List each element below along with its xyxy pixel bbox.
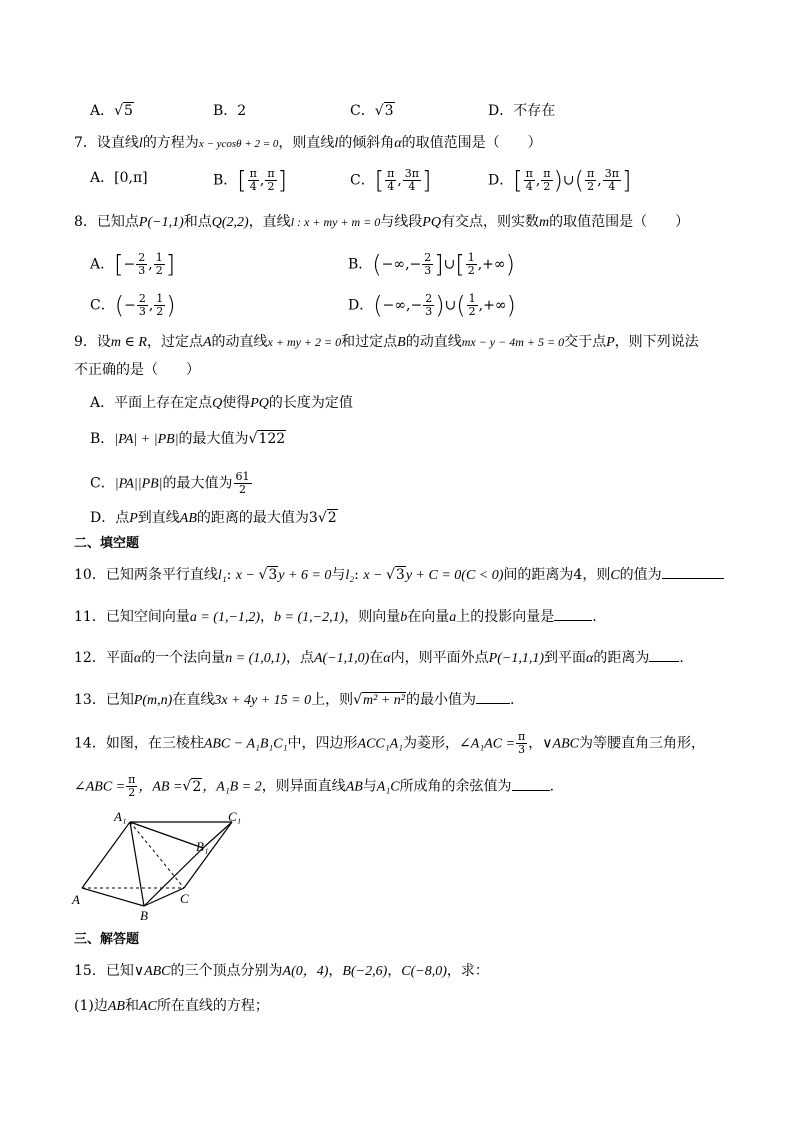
text: 14．如图，在三棱柱 xyxy=(74,735,204,752)
text: 的最大值为 xyxy=(162,475,233,492)
edge-ab xyxy=(82,888,144,906)
text: 所在直线的方程； xyxy=(156,998,269,1014)
math: C xyxy=(610,568,620,583)
q10: 10．已知两条平行直线l₁: x − √3y + 6 = 0与l₂: x − √3y + C = 0(C < 0)间的距离为4，则C的值为 xyxy=(74,565,724,586)
q8-option-a: A．[− $\frac{2}{3}$ , $\frac{1}{2}$ ] xyxy=(90,250,176,279)
text: 9．设 xyxy=(74,334,111,350)
text: 13．已知 xyxy=(74,692,134,708)
math: ∠A₁AC = xyxy=(459,736,516,752)
math: Q(2,2) xyxy=(211,215,249,230)
math: x + my + 2 = 0 xyxy=(267,335,342,349)
text: ， xyxy=(528,735,543,752)
text: 15．已知 xyxy=(74,963,134,979)
edge-a1a xyxy=(82,822,130,888)
equation: x − ycosθ + 2 = 0 xyxy=(198,138,279,150)
math: a xyxy=(449,610,457,625)
label-a: A xyxy=(72,892,80,907)
text: 使得 xyxy=(222,395,251,411)
math: α xyxy=(133,651,142,666)
answer-blank[interactable] xyxy=(512,790,550,791)
label-c1: C₁ xyxy=(228,810,242,824)
q9-option-d: D．点P到直线AB的距离的最大值为3√2 xyxy=(90,510,337,526)
q8-option-d: D．(−∞,− $\frac{2}{3}$ )∪( $\frac{1}{2}$ ,+∞) xyxy=(348,291,516,320)
q7-stem: 7．设直线l的方程为x − ycosθ + 2 = 0，则直线l的倾斜角α的取值范围是（ ） xyxy=(74,135,542,151)
text: B． xyxy=(90,431,115,447)
q14-line2: ∠ABC = $\frac{\pi}{2}$ ，AB =√2，A₁B = 2，则异面直线AB与A₁C所成角的余弦值为 . xyxy=(74,773,555,799)
option-label: D． xyxy=(488,172,514,189)
q15-part1 xyxy=(74,996,269,1017)
option-label: C． xyxy=(350,103,375,119)
text: ，求： xyxy=(446,963,489,979)
math: x − xyxy=(235,568,259,583)
text: 的三个顶点分别为 xyxy=(170,963,283,979)
option-value: 3 xyxy=(384,103,394,119)
fraction-denominator: 2 xyxy=(128,786,136,799)
math: B(−2,6) xyxy=(342,964,388,979)
option-label: C． xyxy=(350,172,375,189)
text: 11．已知空间向量 xyxy=(74,609,190,625)
edge-b1b xyxy=(144,848,203,906)
edge-a1b xyxy=(130,822,144,906)
q7-option-c: C．[ $\frac{\pi}{4}$ , $\frac{3\pi}{4}$ ] xyxy=(350,166,432,195)
math: 3 xyxy=(308,510,318,526)
prism-figure xyxy=(70,810,260,928)
text: ， xyxy=(260,609,275,625)
math: ∨ABC xyxy=(542,736,579,752)
q6-option-d: D．不存在 xyxy=(488,103,556,119)
q9-stem-line2: 不正确的是（ ） xyxy=(74,362,200,378)
section-heading-fill-in: 二、填空题 xyxy=(74,535,140,550)
option-label: B． xyxy=(213,172,238,189)
math: ∠ABC = xyxy=(74,779,126,795)
text: 中，四边形 xyxy=(287,735,358,752)
option-value: [0,π] xyxy=(114,170,148,186)
math: 3 xyxy=(395,567,405,583)
q7-option-b: B．[ $\frac{\pi}{4}$ , $\frac{\pi}{2}$ ] xyxy=(213,166,287,195)
text: 的取值范围是（ ） xyxy=(401,135,542,151)
math: 3x + 4y + 15 = 0 xyxy=(214,693,312,708)
q6-option-c: C．√3 xyxy=(350,103,394,119)
option-label: C． xyxy=(90,297,115,314)
answer-blank[interactable] xyxy=(554,620,592,621)
q7-option-d: D．[ $\frac{\pi}{4}$ , $\frac{\pi}{2}$ )∪( $\frac{\pi}{2}$ , $\frac{3\pi}{4}$ ] xyxy=(488,166,632,195)
q9-option-a: A．平面上存在定点Q使得PQ的长度为定值 xyxy=(90,395,353,411)
text: 为菱形， xyxy=(403,735,460,752)
math: P(−1,1) xyxy=(138,215,184,230)
math: 4 xyxy=(573,567,583,583)
math: x − xyxy=(363,568,386,583)
q15: 15．已知∨ABC的三个顶点分别为A(0，4)，B(−2,6)，C(−8,0)，求： xyxy=(74,963,489,979)
text: 的最小值为 xyxy=(405,692,476,708)
text: (1)边 xyxy=(74,998,108,1014)
text: 的动直线 xyxy=(211,334,268,350)
text: ，则异面直线 xyxy=(261,778,346,795)
text: 上，则 xyxy=(311,692,354,708)
text: 10．已知两条平行直线 xyxy=(74,567,218,583)
fraction-numerator: π xyxy=(128,773,136,786)
q8-option-c: C．(− $\frac{2}{3}$ , $\frac{1}{2}$ ) xyxy=(90,291,176,320)
q6-option-a: A．√5 xyxy=(90,103,133,119)
text: 的距离的最大值为 xyxy=(196,510,309,526)
text: C． xyxy=(90,475,115,492)
text: 与 xyxy=(362,778,377,795)
math: b xyxy=(400,610,408,625)
fraction-denominator: 3 xyxy=(518,743,526,756)
text: ，则向量 xyxy=(344,609,401,625)
math: l₁ xyxy=(217,568,227,583)
answer-blank[interactable] xyxy=(662,578,724,579)
math: ，AB = xyxy=(138,779,183,795)
text: ，则 xyxy=(582,567,611,583)
text: ，则下列说法 xyxy=(614,334,699,350)
math: ，A₁B = 2 xyxy=(202,779,262,795)
edge-c1c xyxy=(184,822,232,888)
math: ∨ABC xyxy=(133,964,171,979)
math: AB xyxy=(107,999,125,1014)
math: y + C = 0 xyxy=(405,568,462,583)
option-label: A． xyxy=(90,256,115,273)
text: 上的投影向量是 xyxy=(456,609,555,625)
edge-bc xyxy=(144,888,184,906)
text: 12．平面 xyxy=(74,650,134,666)
text: 到直线 xyxy=(137,510,180,526)
math: 2 xyxy=(327,510,337,526)
text: 内，则平面外点 xyxy=(390,650,489,666)
math: ACC₁A₁ xyxy=(357,736,404,752)
text: 在向量 xyxy=(407,609,450,625)
math: n = (1,0,1) xyxy=(225,651,286,666)
fraction-denominator: 2 xyxy=(239,483,247,496)
option-label: A． xyxy=(90,170,115,186)
text: 有交点，则实数 xyxy=(440,214,539,230)
text: 到平面 xyxy=(543,650,586,666)
text: 与 xyxy=(331,567,346,583)
math: (C < 0) xyxy=(461,568,504,583)
text: ，过定点 xyxy=(146,334,203,350)
text: D．点 xyxy=(90,510,130,526)
math: A(0，4) xyxy=(282,964,329,979)
text: 的值为 xyxy=(619,567,662,583)
q8-option-b: B．(−∞,− $\frac{2}{3}$ ]∪[ $\frac{1}{2}$ ,+∞) xyxy=(348,250,515,279)
option-label: A． xyxy=(90,103,115,119)
q7-option-a xyxy=(90,168,148,188)
text: 所成角的余弦值为 xyxy=(399,778,512,795)
math: y + 6 = 0 xyxy=(278,568,332,583)
math: l₂ xyxy=(345,568,355,583)
q6-option-b: B．2 xyxy=(213,103,247,119)
text: 的距离为 xyxy=(593,650,650,666)
text: 与线段 xyxy=(380,214,423,230)
text: 为等腰直角三角形， xyxy=(578,735,705,752)
math: ABC − A₁B₁C₁ xyxy=(203,736,288,752)
answer-blank[interactable] xyxy=(476,703,510,704)
math: A₁C xyxy=(376,779,400,795)
math: AB xyxy=(345,779,363,795)
text: 7．设直线 xyxy=(74,135,139,151)
label-c: C xyxy=(180,891,189,906)
math: A(−1,1,0) xyxy=(313,651,370,666)
q8-stem xyxy=(74,212,689,233)
q9-option-b: B．|PA| + |PB|的最大值为√122 xyxy=(90,431,286,447)
edge-a1b1 xyxy=(130,822,203,848)
math: m ∈ R xyxy=(110,335,147,350)
q9-stem-line1: 9．设m ∈ R，过定点A的动直线x + my + 2 = 0和过定点B的动直线mx − y − 4m + 5 = 0交于点P，则下列说法 xyxy=(74,334,699,350)
text: 交于点 xyxy=(564,334,607,350)
math: |PA| + |PB| xyxy=(114,432,179,447)
q13: 13．已知P(m,n)在直线3x + 4y + 15 = 0上，则√m² + n²的最小值为 . xyxy=(74,692,515,708)
math: AC xyxy=(138,999,157,1014)
text: 在 xyxy=(369,650,384,666)
text: 的最大值为 xyxy=(178,431,249,447)
text: ，则直线 xyxy=(278,135,335,151)
text: 和 xyxy=(124,998,139,1014)
text: 8．已知点 xyxy=(74,214,139,230)
q11: 11．已知空间向量a = (1,−1,2)，b = (1,−2,1)，则向量b在向量a上的投影向量是 . xyxy=(74,609,597,625)
option-label: B． xyxy=(348,256,373,273)
text: 间的距离为 xyxy=(503,567,574,583)
text: 的一个法向量 xyxy=(141,650,226,666)
math: P(m,n) xyxy=(133,693,173,708)
text: 和过定点 xyxy=(341,334,398,350)
q9-option-c xyxy=(90,471,253,496)
text: 的动直线 xyxy=(405,334,462,350)
math: PQ xyxy=(422,215,441,230)
math: 3 xyxy=(268,567,278,583)
fraction-numerator: π xyxy=(518,730,526,743)
math: m² + n² xyxy=(363,693,405,708)
section-heading-solutions: 三、解答题 xyxy=(74,931,140,946)
math: a = (1,−1,2) xyxy=(189,610,261,625)
fraction-numerator: 61 xyxy=(235,470,250,483)
answer-blank[interactable] xyxy=(649,661,679,662)
text: A．平面上存在定点 xyxy=(90,395,213,411)
math: m xyxy=(538,215,550,230)
q12: 12．平面α的一个法向量n = (1,0,1)，点A(−1,1,0)在α内，则平面外点P(−1,1,1)到平面α的距离为 . xyxy=(74,650,684,666)
text: 在直线 xyxy=(172,692,215,708)
q14-line1 xyxy=(74,731,705,756)
text: ，直线 xyxy=(248,214,291,230)
text: 的方程为 xyxy=(142,135,199,151)
math: b = (1,−2,1) xyxy=(274,610,345,625)
text: 的长度为定值 xyxy=(268,395,353,411)
text: 的取值范围是（ ） xyxy=(549,214,690,230)
math: |PA||PB| xyxy=(114,476,163,492)
math: P(−1,1,1) xyxy=(488,651,544,666)
math: 122 xyxy=(258,431,286,447)
text: 和点 xyxy=(183,214,212,230)
text: ，点 xyxy=(285,650,314,666)
label-b: B xyxy=(140,908,148,923)
label-b1: B₁ xyxy=(196,839,209,854)
math: l : x + my + m = 0 xyxy=(290,215,381,229)
label-a1: A₁ xyxy=(114,810,127,824)
option-label: D． xyxy=(348,297,374,314)
math: C(−8,0) xyxy=(401,964,447,979)
option-value: 5 xyxy=(124,103,133,119)
math: mx − y − 4m + 5 = 0 xyxy=(461,335,565,349)
text: 的倾斜角 xyxy=(338,135,395,151)
math: 2 xyxy=(192,778,202,795)
